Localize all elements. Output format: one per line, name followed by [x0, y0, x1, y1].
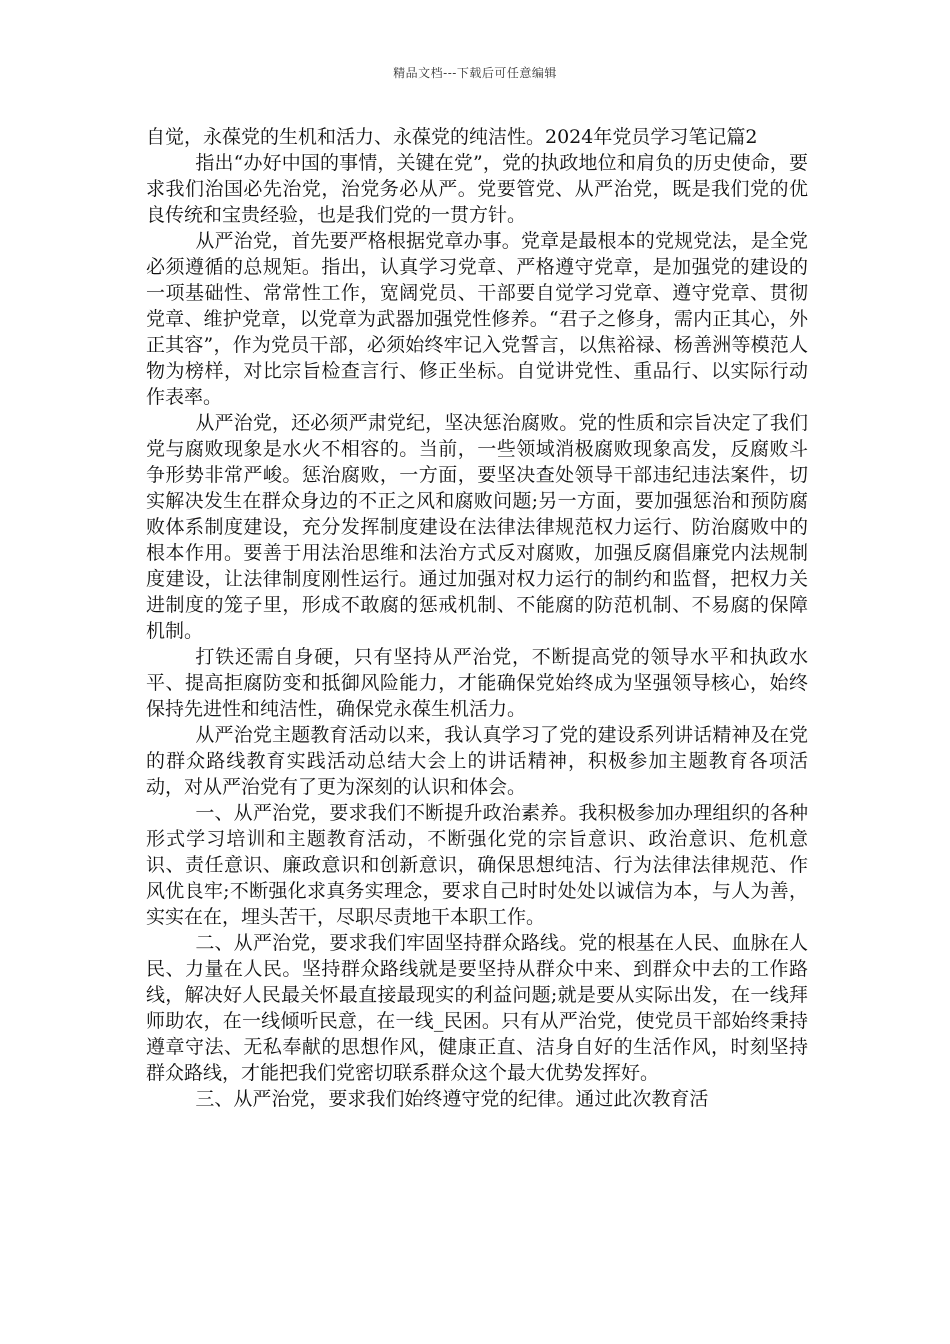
paragraph: 指出“办好中国的事情，关键在党”，党的执政地位和肩负的历史使命，要求我们治国必先治党，治党务必从严。党要管党、从严治党，既是我们党的优良传统和宝贵经验，也是我们党的一贯方针。	[146, 152, 808, 226]
document-body	[146, 124, 808, 1112]
paragraph: 二、从严治党，要求我们牢固坚持群众路线。党的根基在人民、血脉在人民、力量在人民。坚持群众路线就是要坚持从群众中来、到群众中去的工作路线，解决好人民最关怀最直接最现实的利益问题;就是要从实际出发，在一线拜师助农，在一线倾听民意，在一线_民困。只有从严治党，使党员干部始终秉持遵章守法、无私奉献的思想作风，健康正直、洁身自好的生活作风，时刻坚持群众路线，才能把我们党密切联系群众这个最大优势发挥好。	[146, 932, 808, 1084]
paragraph: 三、从严治党，要求我们始终遵守党的纪律。通过此次教育活	[195, 1088, 709, 1110]
paragraph: 从严治党，还必须严肃党纪，坚决惩治腐败。党的性质和宗旨决定了我们党与腐败现象是水火不相容的。当前，一些领域消极腐败现象高发，反腐败斗争形势非常严峻。惩治腐败，一方面，要坚决查处领导干部违纪违法案件，切实解决发生在群众身边的不正之风和腐败问题;另一方面，要加强惩治和预防腐败体系制度建设，充分发挥制度建设在法律法律规范权力运行、防治腐败中的根本作用。要善于用法治思维和法治方式反对腐败，加强反腐倡廉党内法规制度建设，让法律制度刚性运行。通过加强对权力运行的制约和监督，把权力关进制度的笼子里，形成不敢腐的惩戒机制、不能腐的防范机制、不易腐的保障机制。	[146, 412, 808, 642]
paragraph: 从严治党，首先要严格根据党章办事。党章是最根本的党规党法，是全党必须遵循的总规矩。指出，认真学习党章、严格遵守党章，是加强党的建设的一项基础性、常常性工作，宽阔党员、干部要自觉学习党章、遵守党章、贯彻党章、维护党章，以党章为武器加强党性修养。“君子之修身，需内正其心，外正其容”，作为党员干部，必须始终牢记入党誓言，以焦裕禄、杨善洲等模范人物为榜样，对比宗旨检查言行、修正坐标。自觉讲党性、重品行、以实际行动作表率。	[146, 230, 808, 408]
paragraph: 一、从严治党，要求我们不断提升政治素养。我积极参加办理组织的各种形式学习培训和主题教育活动，不断强化党的宗旨意识、政治意识、危机意识、责任意识、廉政意识和创新意识，确保思想纯洁、行为法律法律规范、作风优良牢;不断强化求真务实理念，要求自己时时处处以诚信为本，与人为善，实实在在，埋头苦干，尽职尽责地干本职工作。	[146, 802, 808, 928]
paragraph-continuation: 自觉，永葆党的生机和活力、永葆党的纯洁性。2024年党员学习笔记篇2	[146, 126, 758, 148]
paragraph: 从严治党主题教育活动以来，我认真学习了党的建设系列讲话精神及在党的群众路线教育实践活动总结大会上的讲话精神，积极参加主题教育各项活动，对从严治党有了更为深刻的认识和体会。	[146, 724, 808, 798]
paragraph: 打铁还需自身硬，只有坚持从严治党，不断提高党的领导水平和执政水平、提高拒腐防变和抵御风险能力，才能确保党始终成为坚强领导核心，始终保持先进性和纯洁性，确保党永葆生机活力。	[146, 646, 808, 720]
page-header: 精品文档---下载后可任意编辑	[393, 66, 557, 80]
